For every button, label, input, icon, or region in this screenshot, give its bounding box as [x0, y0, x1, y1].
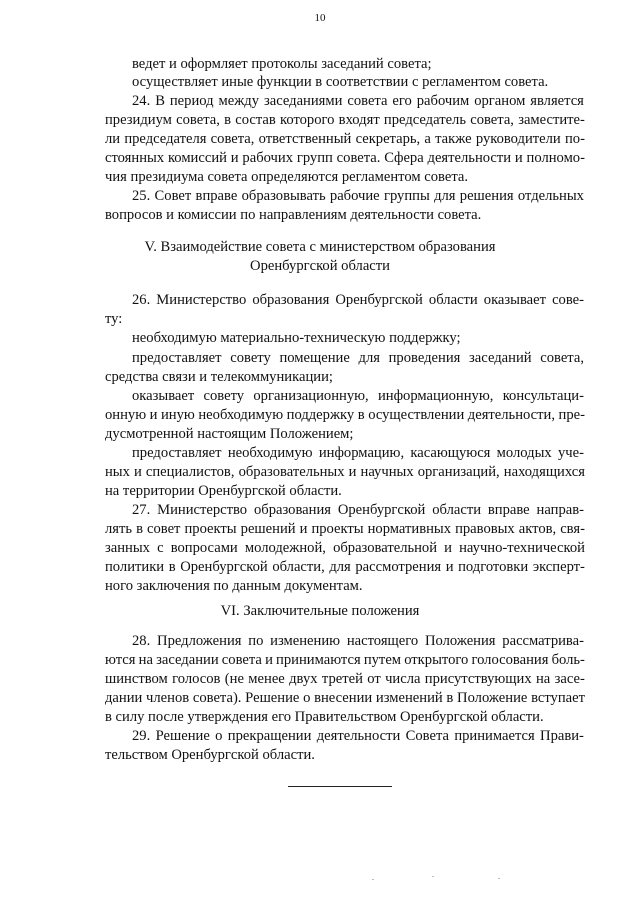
- body-text-line: дусмотренной настоящим Положением;: [105, 426, 354, 442]
- body-text-line: шинством голосов (не менее двух третей от числа присутствующих на засе-: [105, 671, 585, 687]
- body-text-line: ведет и оформляет протоколы заседаний совета;: [132, 56, 432, 72]
- body-text-line: 28. Предложения по изменению настоящего Положения рассматрива-: [132, 633, 584, 649]
- closing-divider: [288, 786, 392, 787]
- body-text-line: ту:: [105, 311, 123, 327]
- body-text-line: вопросов и комиссии по направлениям деятельности совета.: [105, 207, 482, 223]
- body-text-line: предоставляет совету помещение для проведения заседаний совета,: [132, 350, 584, 366]
- body-text-line: онную и иную необходимую поддержку в осуществлении деятельности, пре-: [105, 407, 585, 423]
- page-number: 10: [314, 12, 326, 24]
- body-text-line: ли председателя совета, ответственный секретарь, а также руководители по-: [105, 131, 585, 147]
- body-text-line: 27. Министерство образования Оренбургской области вправе направ-: [132, 502, 584, 518]
- body-text-line: предоставляет необходимую информацию, касающуюся молодых уче-: [132, 445, 584, 461]
- body-text-line: стоянных комиссий и рабочих групп совета. Сфера деятельности и полномо-: [105, 150, 585, 166]
- scan-speck: [372, 879, 374, 880]
- body-text-line: средства связи и телекоммуникации;: [105, 369, 333, 385]
- body-text-line: 29. Решение о прекращении деятельности Совета принимается Прави-: [132, 728, 584, 744]
- section-heading-line: Оренбургской области: [250, 258, 390, 274]
- body-text-line: тельством Оренбургской области.: [105, 747, 315, 763]
- scan-speck: [498, 878, 500, 879]
- body-text-line: ются на заседании совета и принимаются путем открытого голосования боль-: [105, 652, 585, 668]
- body-text-line: осуществляет иные функции в соответствии с регламентом совета.: [132, 74, 549, 90]
- body-text-line: 25. Совет вправе образовывать рабочие группы для решения отдельных: [132, 188, 584, 204]
- body-text-line: 26. Министерство образования Оренбургской области оказывает сове-: [132, 292, 584, 308]
- body-text-line: ного заключения по данным документам.: [105, 578, 363, 594]
- body-text-line: лять в совет проекты решений и проекты нормативных правовых актов, свя-: [105, 521, 585, 537]
- body-text-line: политики в Оренбургской области, для рассмотрения и подготовки эксперт-: [105, 559, 585, 575]
- section-heading-line: VI. Заключительные положения: [220, 603, 420, 619]
- body-text-line: президиум совета, в состав которого входят председатель совета, заместите-: [105, 112, 585, 128]
- body-text-line: занных с вопросами молодежной, образовательной и научно-технической: [105, 540, 585, 556]
- body-text-line: оказывает совету организационную, информационную, консультаци-: [132, 388, 584, 404]
- body-text-line: чия президиума совета определяются регламентом совета.: [105, 169, 469, 185]
- body-text-line: в силу после утверждения его Правительством Оренбургской области.: [105, 709, 544, 725]
- body-text-line: ных и специалистов, образовательных и научных организаций, находящихся: [105, 464, 585, 480]
- body-text-line: необходимую материально-техническую поддержку;: [132, 330, 461, 346]
- body-text-line: на территории Оренбургской области.: [105, 483, 342, 499]
- body-text-line: 24. В период между заседаниями совета его рабочим органом является: [132, 93, 584, 109]
- scan-speck: [432, 876, 434, 877]
- body-text-line: дании членов совета). Решение о внесении изменений в Положение вступает: [105, 690, 585, 706]
- section-heading-line: V. Взаимодействие совета с министерством образования: [144, 239, 496, 255]
